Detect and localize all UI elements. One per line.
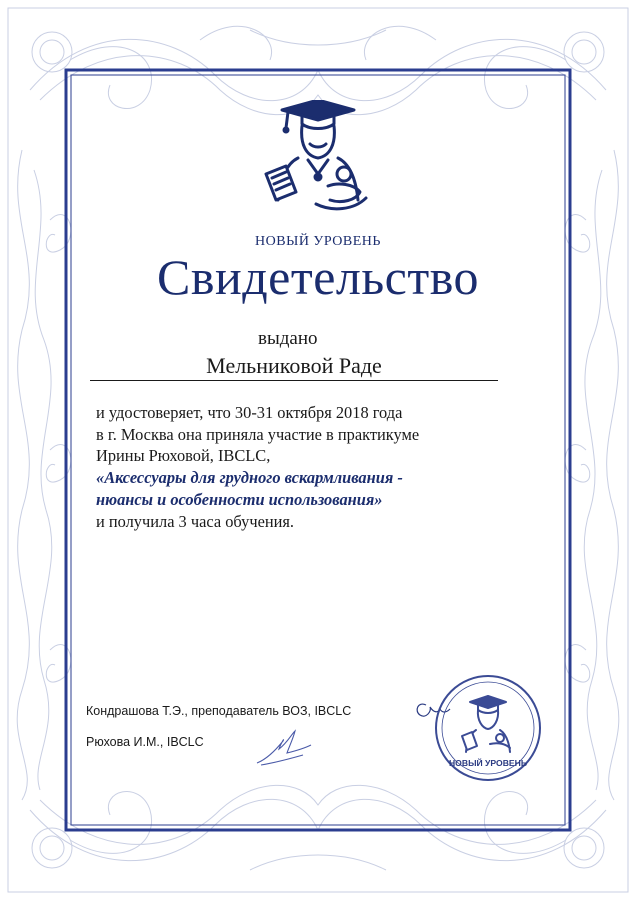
body-line: и получила 3 часа обучения.: [96, 511, 295, 531]
issued-label: выдано: [258, 328, 318, 349]
recipient-name: Мельниковой Раде: [206, 353, 382, 378]
certificate-body: [96, 402, 526, 532]
graduate-logo-icon: [258, 100, 378, 220]
signature-2: [253, 725, 313, 769]
body-line: в г. Москва она приняла участие в практикуме: [96, 424, 420, 444]
signatory-1: Кондрашова Т.Э., преподаватель ВОЗ, IBCLC: [86, 704, 352, 718]
course-title-line: «Аксессуары для грудного вскармливания -: [96, 468, 403, 488]
body-line: Ирины Рюховой, IBCLC,: [96, 446, 271, 466]
organization-name: НОВЫЙ УРОВЕНЬ: [255, 234, 381, 249]
body-line: и удостоверяет, что 30-31 октября 2018 года: [96, 403, 403, 422]
signatory-2: Рюхова И.М., IBCLC: [86, 735, 204, 749]
recipient-underline: [90, 380, 498, 381]
course-title-line: нюансы и особенности использования»: [96, 489, 383, 509]
stamp-text: НОВЫЙ УРОВЕНЬ: [448, 758, 528, 768]
certificate-title: Свидетельство: [157, 249, 479, 305]
